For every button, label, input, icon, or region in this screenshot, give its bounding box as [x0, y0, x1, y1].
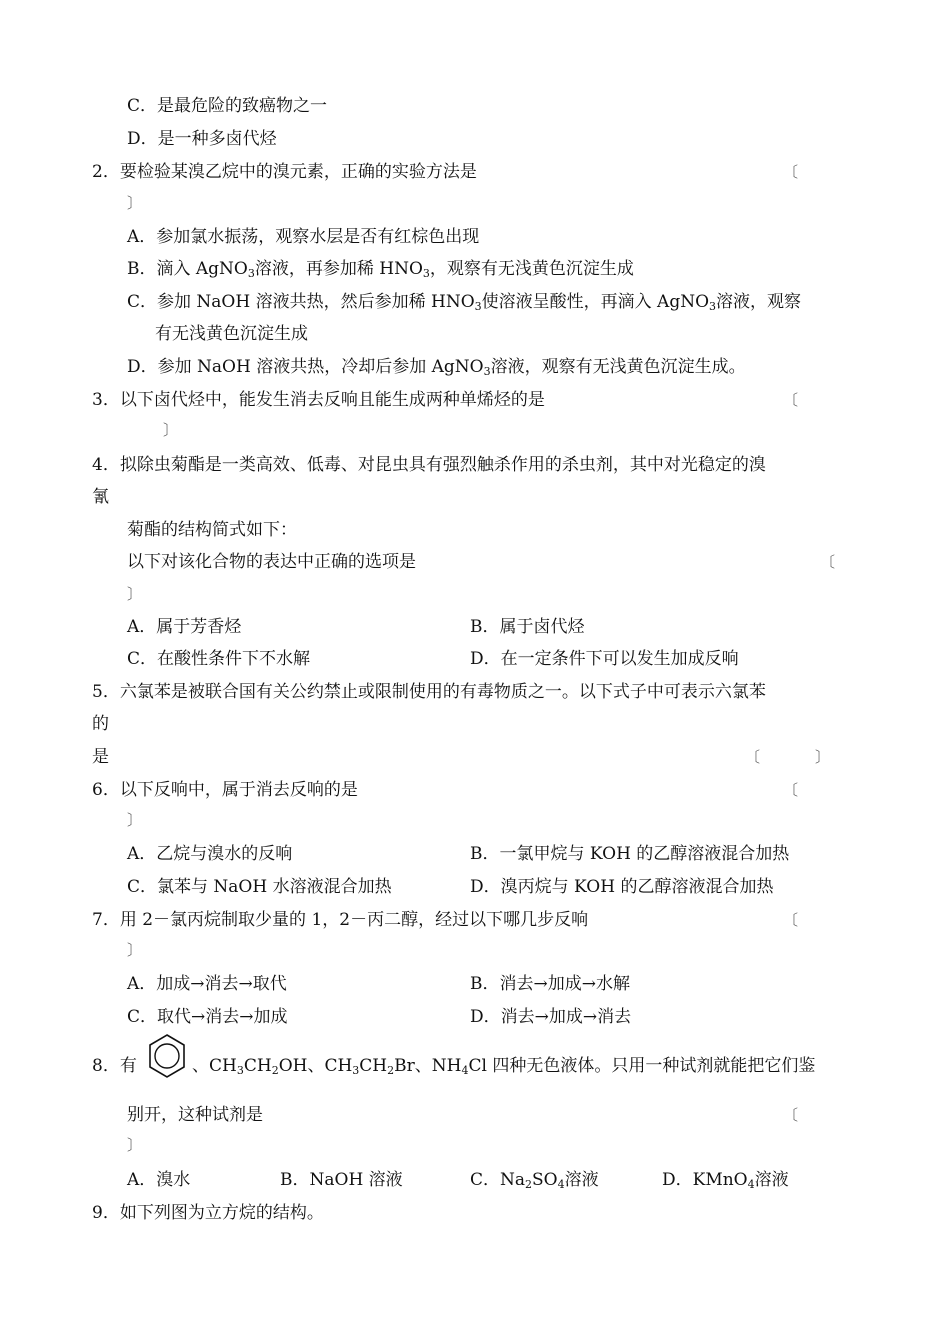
- q9-stem: 9．如下列图为立方烷的结构。: [92, 1203, 324, 1223]
- q8-stem-cont: 别开，这种试剂是: [127, 1105, 263, 1125]
- q7-bracket-close: 〕: [127, 941, 143, 959]
- q4-option-a: A．属于芳香烃: [127, 617, 242, 637]
- q8-option-c: C．$Na_2SO_4$溶液: [470, 1170, 599, 1191]
- q5-stem-line2: 的: [92, 714, 109, 734]
- q7-option-b: B．消去→加成→水解: [470, 974, 630, 994]
- q6-option-c: C．氯苯与 NaOH 水溶液混合加热: [127, 877, 392, 897]
- q2-option-c: C．参加 NaOH 溶液共热，然后参加稀 $HNO_3$使溶液呈酸性，再滴入 AgNO$_3$溶液，观察: [127, 292, 802, 313]
- q2-stem: 2．要检验某溴乙烷中的溴元素，正确的实验方法是: [92, 162, 477, 182]
- q5-bracket-close: 〕: [815, 748, 831, 766]
- q6-bracket-close: 〕: [127, 811, 143, 829]
- q4-option-b: B．属于卤代烃: [470, 617, 585, 637]
- q5-bracket-open: 〔: [745, 748, 761, 766]
- q4-stem-line1: 4．拟除虫菊酯是一类高效、低毒、对昆虫具有强烈触杀作用的杀虫剂，其中对光稳定的溴: [92, 455, 766, 475]
- q4-option-d: D．在一定条件下可以发生加成反响: [470, 649, 739, 669]
- benzene-ring-icon: [146, 1032, 188, 1080]
- q2-option-d: D．参加 NaOH 溶液共热，冷却后参加 AgNO$_3$溶液，观察有无浅黄色沉淀生成。: [127, 357, 746, 378]
- q4-stem-line2: 氰: [92, 487, 109, 507]
- q6-option-b: B．一氯甲烷与 KOH 的乙醇溶液混合加热: [470, 844, 790, 864]
- q5-stem-line3: 是: [92, 747, 109, 767]
- q3-stem: 3．以下卤代烃中，能发生消去反响且能生成两种单烯烃的是: [92, 390, 545, 410]
- q7-bracket-open: 〔: [783, 911, 799, 929]
- q2-bracket-open: 〔: [783, 163, 799, 181]
- q1-option-d: D．是一种多卤代烃: [127, 129, 277, 149]
- q8-number: 8．有: [92, 1056, 137, 1076]
- q7-option-a: A．加成→消去→取代: [127, 974, 287, 994]
- q2-option-b: B．滴入 AgNO$_3$溶液，再参加稀 $HNO_3$，观察有无浅黄色沉淀生成: [127, 259, 634, 280]
- q6-option-d: D．溴丙烷与 KOH 的乙醇溶液混合加热: [470, 877, 774, 897]
- q4-stem-line3: 菊酯的结构简式如下：: [127, 520, 297, 540]
- q3-bracket-open: 〔: [783, 391, 799, 409]
- q7-option-d: D．消去→加成→消去: [470, 1007, 632, 1027]
- q2-option-a: A．参加氯水振荡，观察水层是否有红棕色出现: [127, 227, 480, 247]
- q8-stem: 、$CH_3CH_2OH$、$CH_3CH_2Br$、$NH_4Cl$ 四种无色液体。只用一种试剂就能把它们鉴: [192, 1056, 816, 1077]
- q6-stem: 6．以下反响中，属于消去反响的是: [92, 780, 358, 800]
- q1-option-c: C．是最危险的致癌物之一: [127, 96, 328, 116]
- q7-stem: 7．用 2－氯丙烷制取少量的 1，2－丙二醇，经过以下哪几步反响: [92, 910, 589, 930]
- q5-stem-line1: 5．六氯苯是被联合国有关公约禁止或限制使用的有毒物质之一。以下式子中可表示六氯苯: [92, 682, 766, 702]
- q6-bracket-open: 〔: [783, 781, 799, 799]
- q4-stem-line4: 以下对该化合物的表达中正确的选项是: [127, 552, 416, 572]
- q4-bracket-open: 〔: [820, 553, 836, 571]
- q8-bracket-open: 〔: [783, 1106, 799, 1124]
- q3-bracket-close: 〕: [163, 421, 179, 439]
- q8-option-d: D．KMnO$_4$溶液: [662, 1170, 789, 1191]
- q8-option-b: B．NaOH 溶液: [280, 1170, 403, 1190]
- q2-option-c-cont: 有无浅黄色沉淀生成: [155, 324, 308, 344]
- q4-option-c: C．在酸性条件下不水解: [127, 649, 311, 669]
- q2-bracket-close: 〕: [127, 194, 143, 212]
- q4-bracket-close: 〕: [127, 585, 143, 603]
- q8-bracket-close: 〕: [127, 1136, 143, 1154]
- q7-option-c: C．取代→消去→加成: [127, 1007, 288, 1027]
- q8-option-a: A．溴水: [127, 1170, 191, 1190]
- q6-option-a: A．乙烷与溴水的反响: [127, 844, 293, 864]
